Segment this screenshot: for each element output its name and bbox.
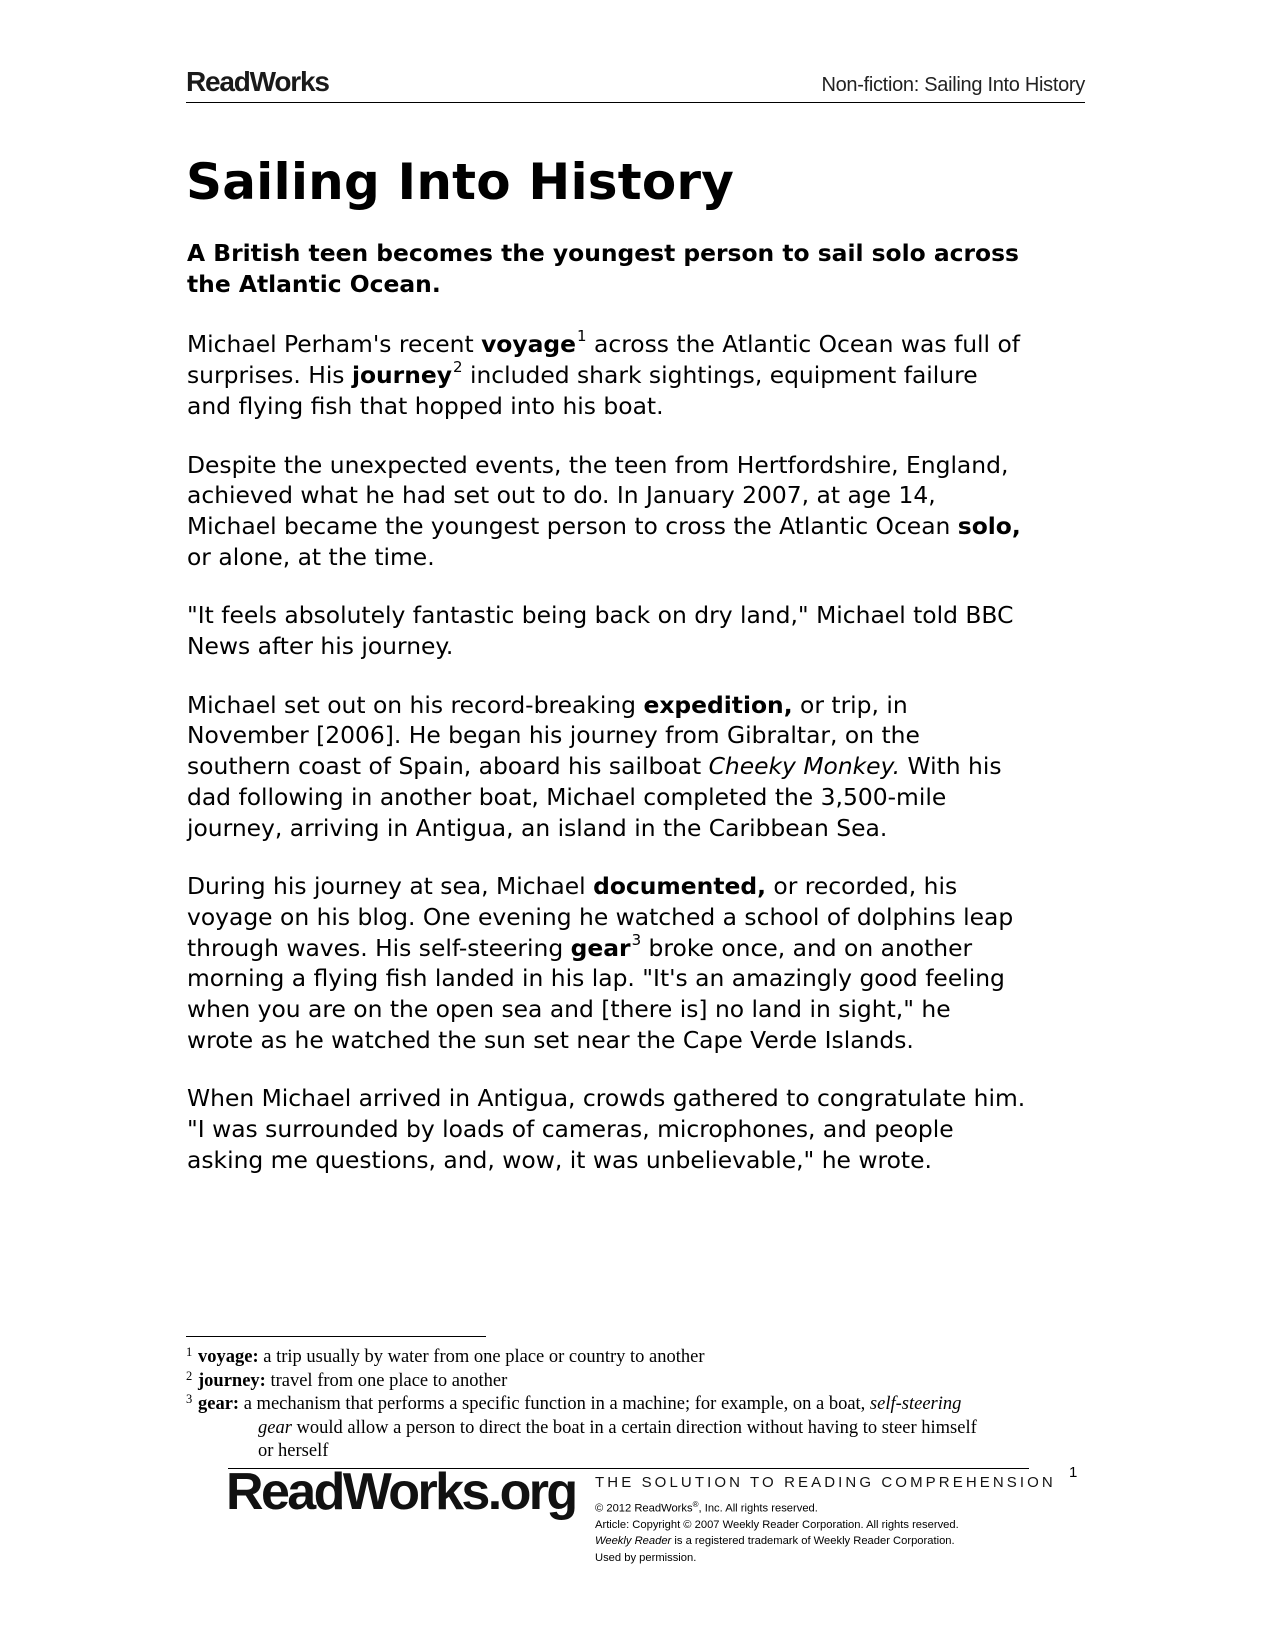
boat-name: Cheeky Monkey.: [708, 752, 901, 781]
text-line: wrote as he watched the sun set near the Cape Verde Islands.: [187, 1025, 914, 1054]
registered-mark: ®: [692, 1500, 699, 1509]
article-body: [187, 238, 1092, 1204]
text-line: News after his journey.: [187, 632, 454, 661]
text-run: Michael Perham's recent: [187, 330, 482, 359]
text-line: achieved what he had set out to do. In January 2007, at age 14,: [187, 481, 936, 510]
vocab-word-gear: gear: [570, 933, 631, 962]
footnote-number: 2: [186, 1368, 193, 1383]
copyright-line: [595, 1497, 959, 1517]
text-run: across the Atlantic Ocean was full of: [586, 330, 1021, 359]
text-run: With his: [900, 752, 1002, 781]
article-copyright-line: Article: Copyright © 2007 Weekly Reader Corporation. All rights reserved.: [595, 1519, 959, 1532]
footnote-ref-2: 2: [452, 358, 463, 377]
text-run: surprises. His: [187, 361, 352, 390]
text-run: southern coast of Spain, aboard his sailboat: [187, 752, 709, 781]
header-section-title: Non-fiction: Sailing Into History: [821, 74, 1085, 96]
text-line: [187, 751, 1092, 782]
trademark-line: [595, 1533, 959, 1549]
paragraph-3: [187, 600, 1092, 661]
footnote-italic-term: gear: [258, 1417, 292, 1438]
footnote-ref-3: 3: [631, 930, 642, 949]
footnote-number: 1: [186, 1345, 193, 1359]
text-run: Michael became the youngest person to cross the Atlantic Ocean: [187, 511, 958, 540]
vocab-word-expedition: expedition,: [643, 690, 793, 719]
vocab-word-voyage: voyage: [481, 330, 577, 359]
footnote-term: voyage:: [198, 1347, 259, 1367]
text-line: Despite the unexpected events, the teen from Hertfordshire, England,: [187, 450, 1009, 479]
text-line: When Michael arrived in Antigua, crowds gathered to congratulate him.: [187, 1084, 1026, 1113]
text-run: or recorded, his: [766, 872, 958, 901]
footer-tagline: THE SOLUTION TO READING COMPREHENSION: [595, 1474, 1056, 1491]
vocab-word-documented: documented,: [593, 872, 766, 901]
publication-name: Weekly Reader: [595, 1535, 672, 1548]
permission-line: Used by permission.: [595, 1551, 697, 1564]
footer-logo: ReadWorks.org: [226, 1463, 576, 1521]
text-line: or alone, at the time.: [187, 542, 435, 571]
footnotes: [186, 1346, 1086, 1464]
text-line: [187, 329, 1092, 360]
text-line: "It feels absolutely fantastic being back on dry land," Michael told BBC: [187, 601, 1014, 630]
footnote-definition: would allow a person to direct the boat in a certain direction without having to steer himself: [291, 1417, 977, 1438]
paragraph-4: [187, 690, 1092, 844]
text-line: voyage on his blog. One evening he watched a school of dolphins leap: [187, 902, 1014, 931]
article-subtitle: [187, 238, 1092, 299]
footnote-3: [186, 1393, 1086, 1464]
text-line: [187, 511, 1092, 542]
footnote-continuation: [198, 1417, 1086, 1441]
footnote-2: [186, 1370, 1086, 1394]
footnote-term: gear:: [198, 1394, 240, 1414]
text-line: and flying fish that hopped into his boat.: [187, 391, 664, 420]
text-run: © 2012 ReadWorks: [595, 1502, 693, 1515]
text-line: dad following in another boat, Michael completed the 3,500-mile: [187, 782, 947, 811]
subtitle-line: the Atlantic Ocean.: [187, 269, 441, 298]
text-line: when you are on the open sea and [there is] no land in sight," he: [187, 995, 951, 1024]
text-run: During his journey at sea, Michael: [187, 872, 594, 901]
text-run: or trip, in: [792, 690, 908, 719]
text-line: morning a flying fish landed in his lap. "It's an amazingly good feeling: [187, 964, 1005, 993]
text-line: asking me questions, and, wow, it was unbelievable," he wrote.: [187, 1145, 932, 1174]
vocab-word-solo: solo,: [957, 511, 1021, 540]
text-line: [187, 930, 1092, 964]
vocab-word-journey: journey: [351, 361, 452, 390]
subtitle-line: A British teen becomes the youngest person to sail solo across: [187, 239, 1019, 267]
footnote-definition: a mechanism that performs a specific function in a machine; for example, on a boat,: [239, 1394, 870, 1414]
text-line: [187, 360, 1092, 391]
footnote-definition: travel from one place to another: [265, 1370, 508, 1391]
text-line: journey, arriving in Antigua, an island in the Caribbean Sea.: [187, 813, 888, 842]
text-run: Michael set out on his record-breaking: [187, 690, 644, 719]
footer-legal: [595, 1497, 959, 1566]
text-line: November [2006]. He began his journey from Gibraltar, on the: [187, 721, 920, 750]
text-run: broke once, and on another: [641, 933, 973, 962]
footnote-italic-term: self-steering: [869, 1394, 962, 1414]
paragraph-1: [187, 329, 1092, 421]
paragraph-6: [187, 1083, 1092, 1175]
footnote-term: journey:: [198, 1370, 266, 1391]
text-line: "I was surrounded by loads of cameras, microphones, and people: [187, 1115, 954, 1144]
text-run: included shark sightings, equipment failure: [462, 361, 978, 390]
header-logo: ReadWorks: [186, 66, 329, 97]
footnote-ref-1: 1: [577, 327, 587, 346]
footnote-definition: a trip usually by water from one place or country to another: [258, 1347, 705, 1367]
text-line: [187, 871, 1092, 902]
footnote-1: [186, 1346, 1086, 1370]
text-run: , Inc. All rights reserved.: [698, 1502, 818, 1515]
footnote-divider: [186, 1336, 486, 1337]
paragraph-2: [187, 450, 1092, 573]
text-run: is a registered trademark of Weekly Reader Corporation.: [671, 1535, 955, 1548]
header-divider: [186, 102, 1085, 103]
page-number: 1: [1069, 1464, 1078, 1481]
footnote-number: 3: [186, 1392, 193, 1406]
text-line: [187, 690, 1092, 721]
article-title: Sailing Into History: [186, 153, 735, 211]
footnote-continuation: or herself: [258, 1441, 329, 1461]
paragraph-5: [187, 871, 1092, 1055]
text-run: through waves. His self-steering: [187, 933, 571, 962]
